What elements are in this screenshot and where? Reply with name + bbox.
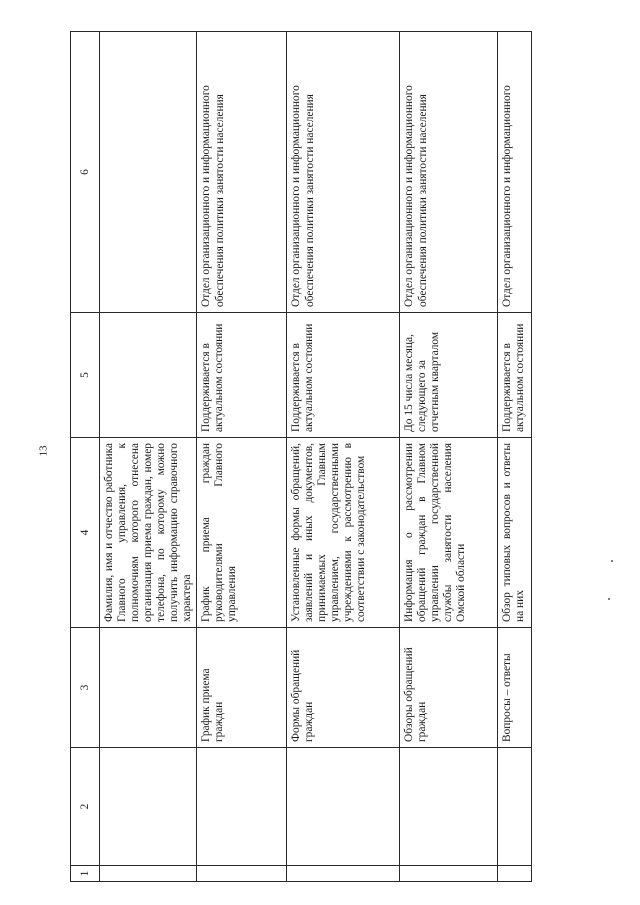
- cell-update-period: Поддерживается в актуальном состоянии: [287, 313, 400, 438]
- scan-speck: [608, 598, 610, 600]
- column-number-1: 1: [71, 866, 100, 882]
- cell-update-period: До 15 числа месяца, следующего за отчетным кварталом: [400, 313, 498, 438]
- table-row: [197, 32, 287, 882]
- cell-responsible: Отдел организационного и информационного обеспечения политики занятости населения: [197, 32, 287, 313]
- page-number: 13: [37, 445, 50, 457]
- cell-col2: [498, 748, 532, 866]
- column-number-6: 6: [71, 32, 100, 313]
- table-row: [100, 32, 197, 882]
- cell-section: [100, 628, 197, 748]
- table-row: [498, 32, 532, 882]
- column-number-3: 3: [71, 628, 100, 748]
- cell-responsible: Отдел организационного и информационного обеспечения политики занятости населения: [400, 32, 498, 313]
- cell-col1: [287, 866, 400, 882]
- scan-speck: [611, 560, 613, 562]
- table-row: [400, 32, 498, 882]
- cell-col1: [197, 866, 287, 882]
- cell-responsible: Отдел организационного и информационного обеспечения политики занятости населения: [287, 32, 400, 313]
- cell-content: Установленные формы обращений, заявлений и иных документов, принимаемых Главным управлением, государственными учреждениями к рассмотрению в соответствии с законодательством: [287, 438, 400, 628]
- cell-responsible: [100, 32, 197, 313]
- cell-update-period: [100, 313, 197, 438]
- cell-section: Обзоры обращений граждан: [400, 628, 498, 748]
- cell-content: Информация о рассмотрении обращений граждан в Главном управлении государственной службы занятости населения Омской области: [400, 438, 498, 628]
- column-number-4: 4: [71, 438, 100, 628]
- cell-content: Фамилия, имя и отчество работника Главного управления, к полномочиям которого отнесена организация приема граждан, номер телефона, по которому можно получить информацию справочного характера: [100, 438, 197, 628]
- cell-section: График приема граждан: [197, 628, 287, 748]
- rotated-table-container: [70, 32, 525, 882]
- cell-update-period: Поддерживается в актуальном состоянии: [197, 313, 287, 438]
- cell-col1: [400, 866, 498, 882]
- column-number-5: 5: [71, 313, 100, 438]
- cell-section: Вопросы – ответы: [498, 628, 532, 748]
- cell-responsible: Отдел организационного и информационного: [498, 32, 532, 313]
- table-row: [287, 32, 400, 882]
- cell-col2: [400, 748, 498, 866]
- cell-update-period: Поддерживается в актуальном состоянии: [498, 313, 532, 438]
- cell-col1: [100, 866, 197, 882]
- cell-content: График приема граждан руководителями Главного управления: [197, 438, 287, 628]
- cell-col1: [498, 866, 532, 882]
- column-number-row: [71, 32, 100, 882]
- cell-col2: [100, 748, 197, 866]
- document-table: [70, 31, 532, 882]
- column-number-2: 2: [71, 748, 100, 866]
- cell-col2: [287, 748, 400, 866]
- cell-content: Обзор типовых вопросов и ответы на них: [498, 438, 532, 628]
- cell-col2: [197, 748, 287, 866]
- cell-section: Формы обращений граждан: [287, 628, 400, 748]
